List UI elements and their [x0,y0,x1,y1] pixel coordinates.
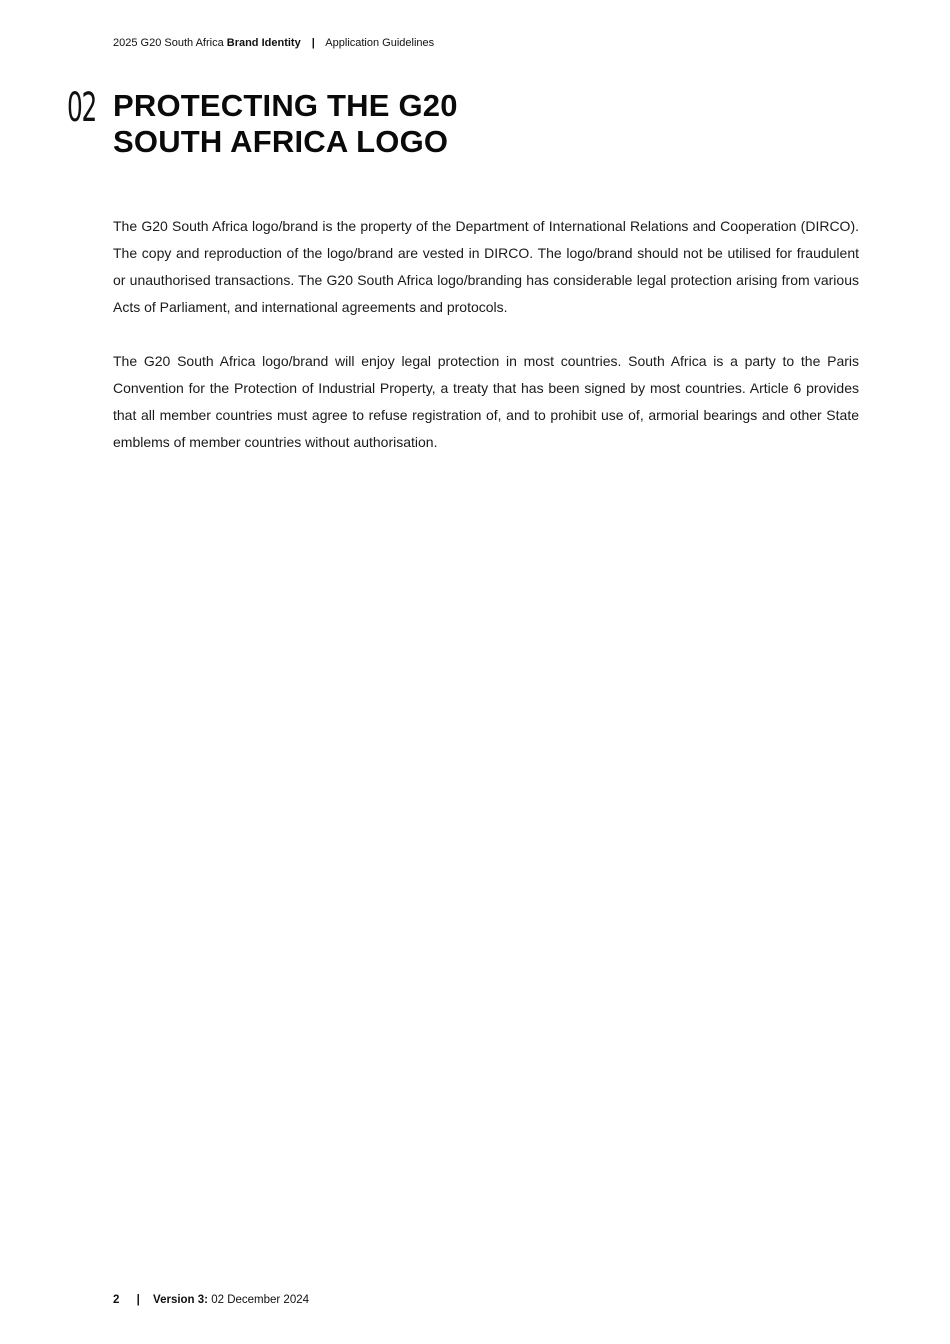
version-label: Version 3: [153,1294,208,1306]
section-title-line: PROTECTING THE G20 [113,88,458,123]
version-date: 02 December 2024 [211,1294,310,1306]
running-header [113,37,434,49]
header-prefix: 2025 G20 South Africa [113,37,224,49]
footer-separator: | [136,1294,140,1306]
header-suffix: Application Guidelines [325,37,435,49]
header-separator: | [311,37,315,49]
section-number: 02 [67,85,97,131]
page-number: 2 [113,1294,120,1306]
footer [113,1294,309,1306]
section-title [113,88,633,160]
paragraph: The G20 South Africa logo/brand is the property of the Department of International Relations and Cooperation (DIRCO). The copy and reproduction of the logo/brand are vested in DIRCO. The logo/brand should not be utilised for fraudulent or unauthorised transactions. The G20 South Africa logo/branding has considerable legal protection arising from various Acts of Parliament, and international agreements and protocols. [113,218,859,315]
body-text [113,213,859,483]
section-title-line: SOUTH AFRICA LOGO [113,124,449,159]
header-bold: Brand Identity [226,37,301,49]
paragraph: The G20 South Africa logo/brand will enjoy legal protection in most countries. South Africa is a party to the Paris Convention for the Protection of Industrial Property, a treaty that has been signed by most countries. Article 6 provides that all member countries must agree to refuse registration of, and to prohibit use of, armorial bearings and other State emblems of member countries without authorisation. [113,353,859,450]
